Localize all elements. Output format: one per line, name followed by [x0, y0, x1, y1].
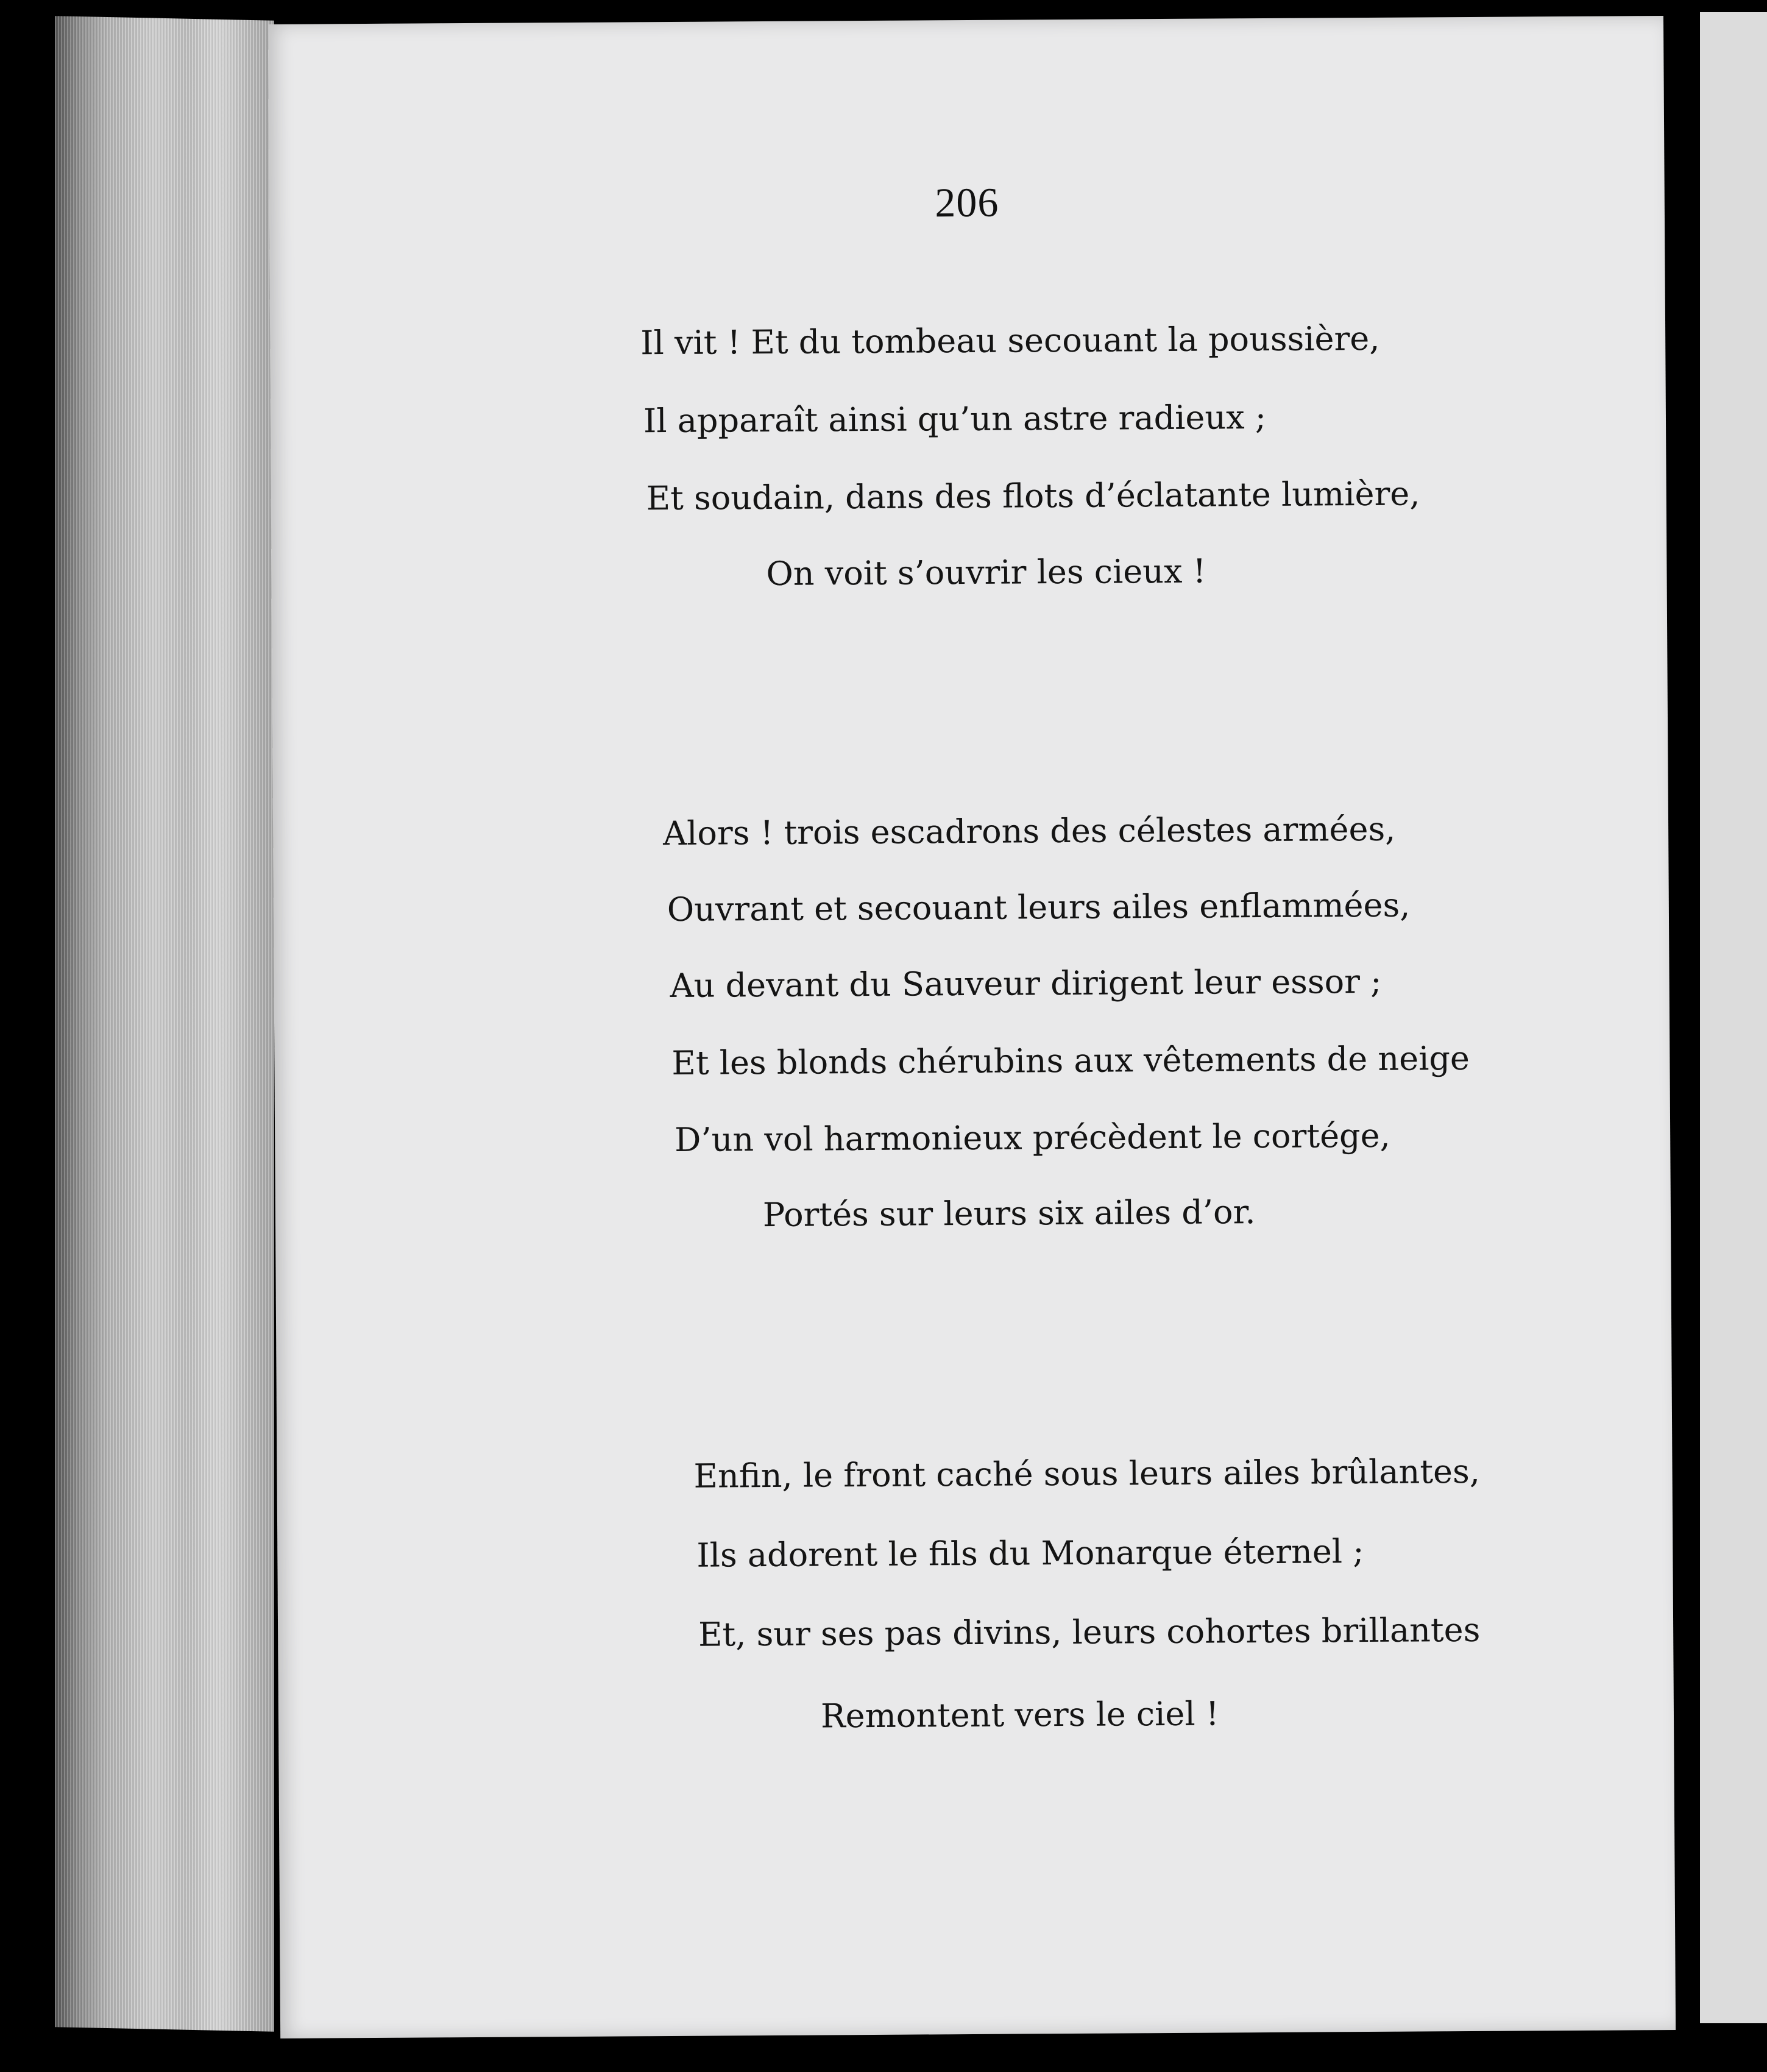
- verse-line: Il apparaît ainsi qu’un astre radieux ;: [643, 398, 1267, 441]
- next-page-edge: [1700, 12, 1767, 2023]
- poem: [268, 16, 1676, 2038]
- verse-line: Enfin, le front caché sous leurs ailes brûlantes,: [693, 1452, 1481, 1495]
- verse-line: Au devant du Sauveur dirigent leur essor ;: [670, 962, 1382, 1005]
- verse-line: Il vit ! Et du tombeau secouant la poussière,: [640, 319, 1380, 363]
- verse-line: Ils adorent le fils du Monarque éternel ;: [696, 1532, 1364, 1575]
- verse-line: On voit s’ouvrir les cieux !: [766, 552, 1206, 594]
- verse-line: Et, sur ses pas divins, leurs cohortes brillantes: [698, 1610, 1481, 1654]
- verse-line: Alors ! trois escadrons des célestes armées,: [662, 809, 1396, 853]
- verse-line: Remontent vers le ciel !: [820, 1694, 1219, 1736]
- verse-line: D’un vol harmonieux précèdent le cortége,: [675, 1116, 1390, 1159]
- verse-line: Et soudain, dans des flots d’éclatante lumière,: [646, 474, 1420, 518]
- verse-line: Ouvrant et secouant leurs ailes enflammées,: [667, 885, 1411, 929]
- verse-line: Portés sur leurs six ailes d’or.: [762, 1193, 1256, 1235]
- page-number: 206: [935, 179, 999, 226]
- verse-line: Et les blonds chérubins aux vêtements de neige: [671, 1038, 1470, 1082]
- page-edges: [55, 16, 274, 2032]
- book-page: [268, 16, 1676, 2038]
